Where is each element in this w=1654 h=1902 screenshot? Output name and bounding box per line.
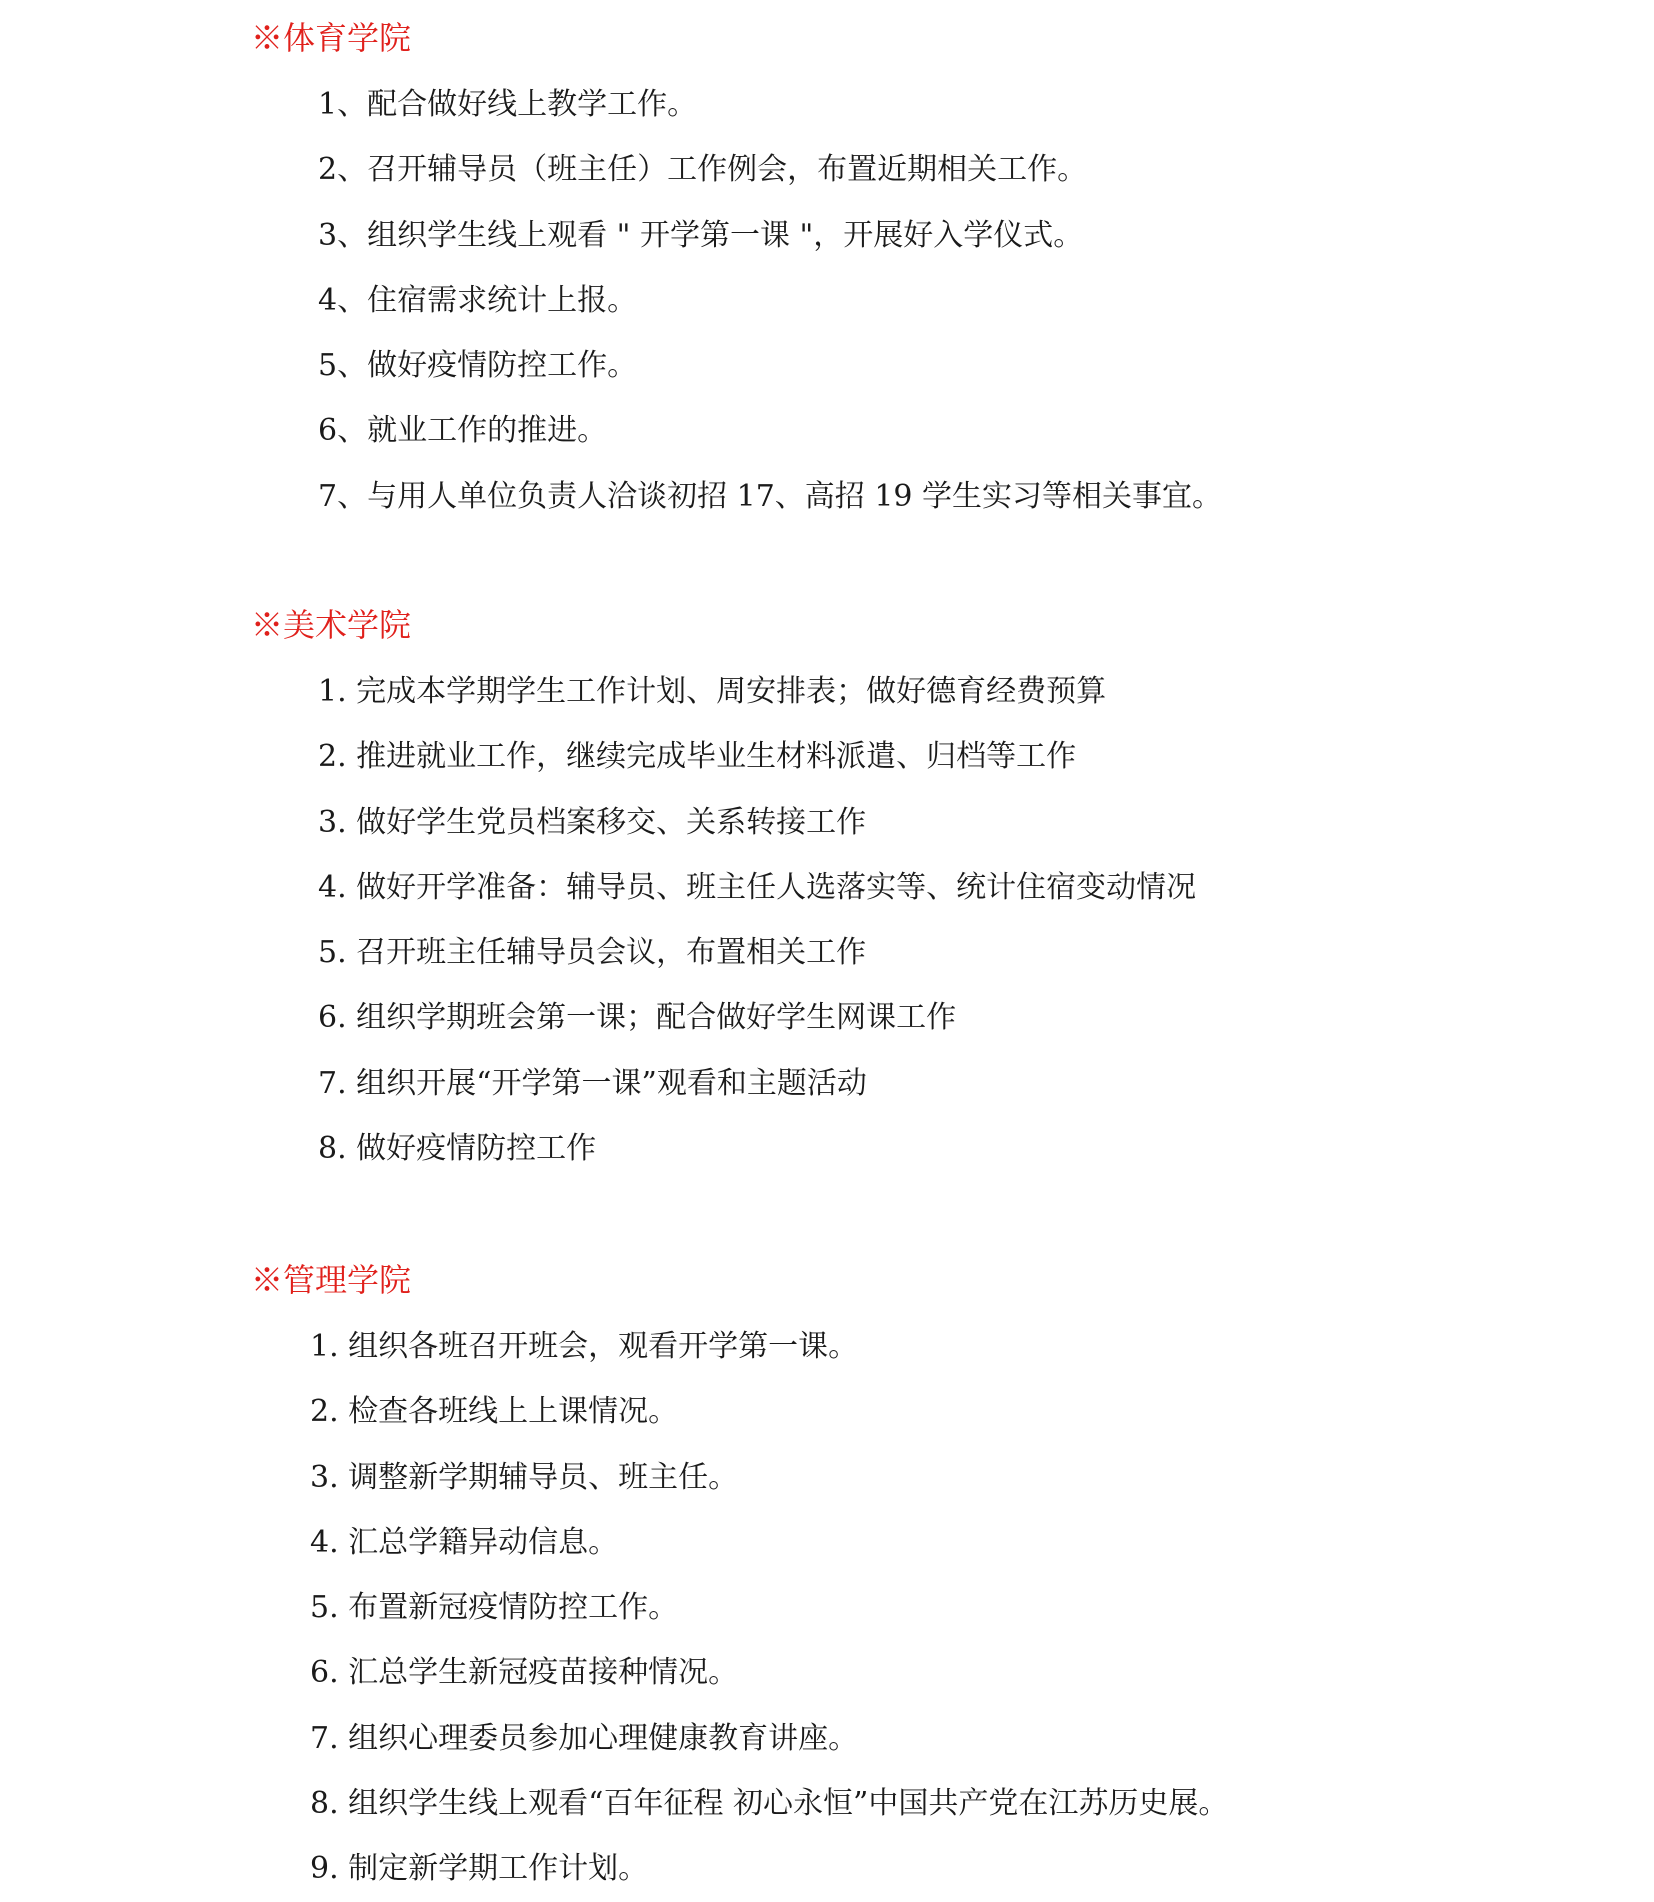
list-item: 2. 检查各班线上上课情况。: [310, 1394, 679, 1430]
list-item: 3. 调整新学期辅导员、班主任。: [310, 1459, 739, 1495]
list-item: 8. 做好疫情防控工作: [318, 1131, 597, 1167]
list-item: 4. 做好开学准备：辅导员、班主任人选落实等、统计住宿变动情况: [318, 869, 1197, 905]
list-item: 8. 组织学生线上观看“百年征程 初心永恒”中国共产党在江苏历史展。: [310, 1786, 1229, 1822]
section-heading-management: ※管理学院: [251, 1261, 412, 1299]
list-item: 7. 组织心理委员参加心理健康教育讲座。: [310, 1720, 859, 1756]
list-item: 3、组织学生线上观看 " 开学第一课 "，开展好入学仪式。: [318, 217, 1084, 253]
list-item: 7. 组织开展“开学第一课”观看和主题活动: [318, 1065, 867, 1101]
list-item: 2、召开辅导员（班主任）工作例会，布置近期相关工作。: [318, 152, 1088, 188]
list-item: 5. 召开班主任辅导员会议，布置相关工作: [318, 935, 867, 971]
section-heading-arts: ※美术学院: [251, 606, 412, 644]
section-list-sports: [318, 72, 1222, 529]
list-item: 7、与用人单位负责人洽谈初招 17、高招 19 学生实习等相关事宜。: [318, 478, 1223, 514]
list-item: 1、配合做好线上教学工作。: [318, 87, 698, 122]
section-list-arts: [318, 659, 1196, 1181]
list-item: 4、住宿需求统计上报。: [318, 282, 638, 318]
list-item: 9. 制定新学期工作计划。: [310, 1851, 649, 1887]
list-item: 5、做好疫情防控工作。: [318, 348, 638, 384]
section-heading-sports: ※体育学院: [251, 19, 412, 57]
list-item: 6、就业工作的推进。: [318, 413, 608, 449]
list-item: 5. 布置新冠疫情防控工作。: [310, 1590, 679, 1626]
section-list-management: [310, 1314, 1228, 1902]
list-item: 1. 完成本学期学生工作计划、周安排表；做好德育经费预算: [318, 674, 1107, 709]
list-item: 6. 汇总学生新冠疫苗接种情况。: [310, 1655, 739, 1691]
list-item: 1. 组织各班召开班会，观看开学第一课。: [310, 1329, 859, 1364]
list-item: 6. 组织学期班会第一课；配合做好学生网课工作: [318, 1000, 957, 1036]
list-item: 2. 推进就业工作，继续完成毕业生材料派遣、归档等工作: [318, 739, 1077, 775]
list-item: 3. 做好学生党员档案移交、关系转接工作: [318, 804, 867, 840]
list-item: 4. 汇总学籍异动信息。: [310, 1524, 619, 1560]
